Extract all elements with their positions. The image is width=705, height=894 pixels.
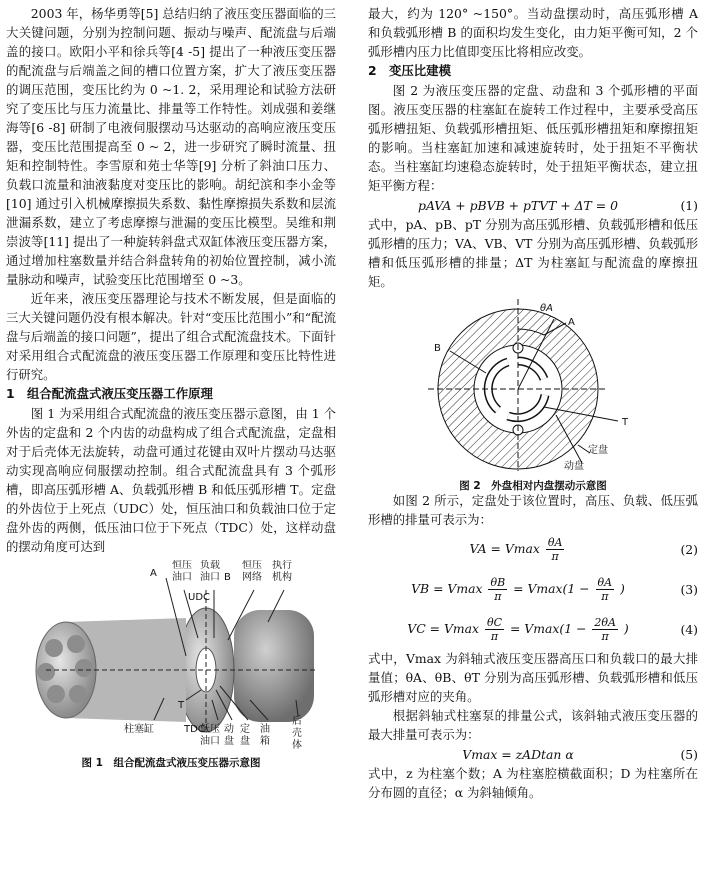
paragraph-eq4-symbols: 式中，Vmax 为斜轴式液压变压器高压口和负载口的最大排量值；θA、θB、θT 分别为高压弧形槽、负载弧形槽和低压弧形槽对应的夹角。 [368,651,698,704]
figure-1-caption: 图 1 组合配流盘式液压变压器示意图 [81,757,261,769]
section-heading-1: 1 组合配流盘式液压变压器工作原理 [6,386,213,401]
fig1-label-network: 网络 [242,572,262,583]
paragraph-displacement-intro: 如图 2 所示，定盘处于该位置时，高压、负载、低压弧形槽的排量可表示为： [368,493,698,527]
equation-4-mid: = Vmax(1 − [509,620,587,636]
paragraph-recent-work: 近年来，液压变压器理论与技术不断发展，但是面临的三大关键问题仍没有根本解决。针对“变压比范围小”和“配流盘与后端盖的接口问题”，提出了组合式配流盘技术。下面针对采用组合式配流盘的液压变压器工作原理和变压比特性进行研究。 [6,291,336,382]
fig1-label-housing-1: 后 [292,716,302,727]
equation-5-number: (5) [680,746,698,762]
equation-2-number: (2) [680,541,698,557]
equation-5-body: Vmax = zADtan α [462,746,574,762]
paragraph-angle-range: 最大，约为 120° ~150°。当动盘摆动时，高压弧形槽 A 和负载弧形槽 B 的面积均发生变化，由力矩平衡可知，2 个弧形槽内压力比值即变压比将相应改变。 [368,6,698,59]
fig1-label-housing-3: 体 [292,740,302,750]
equation-3-tail: ) [620,580,625,596]
fig2-label-t: T [622,417,629,428]
fig1-label-moving-2: 盘 [224,736,234,747]
fig1-label-const-pressure-net: 恒压 [242,560,262,571]
equation-4 [368,609,698,649]
figure-1-diagram [6,560,336,750]
fig1-label-udc: UDC [188,592,211,603]
fig1-label-tdc: TDC [184,724,205,735]
fig1-label-actuator: 执行 [272,560,292,571]
paragraph-intro-history: 2003 年，杨华勇等[5] 总结归纳了液压变压器面临的三大关键问题，分别为控制问题、振动与噪声、配流盘与后端盖的接口。欧阳小平和徐兵等[4 -5] 提出了一种液压变压器的配流盘与后端盖之间的槽口位置方案，扩大了液压变压器的调压范围，变压比约为 0 ~1. 2，采用理论和试验方法研究了变压比与压力流量比、排量等工作特性。刘成强和姜继海等[6 -8] 研制了电液伺服摆动马达驱动的高响应液压变压器，变压比范围提高至 0 ~ 2，进一步研究了瞬时流量、扭矩和控制特性。李雪原和苑士华等[9] 分析了斜油口压力、负载口流量和油液黏度对变压比的影响。胡纪滨和李小金等[10] 通过引入机械摩擦损失系数、黏性摩擦损失系数和层流泄漏系数，建立了考虑摩擦与泄漏的变压比模型。吴维和荆崇波等[11] 提出了一种旋转斜盘式双缸体液压变压器方案，通过增加柱塞数量并结合斜盘转角的初始位置控制，减小流量脉动和噪声，试验变压比范围增至 0 ~3。 [6,6,336,287]
fig2-label-fixed-plate: 定盘 [588,445,608,456]
equation-2-lhs: VA = Vmax [469,540,540,556]
left-column [6,4,336,769]
paragraph-eq1-symbols: 式中，pA、pB、pT 分别为高压弧形槽、负载弧形槽和低压弧形槽的压力；VA、VB、VT 分别为高压弧形槽、负载弧形槽和低压弧形槽的排量；ΔT 为柱塞缸与配流盘的摩擦扭矩。 [368,217,698,289]
fig1-label-b: B [224,572,231,583]
paragraph-eq5-symbols: 式中，z 为柱塞个数；A 为柱塞腔横截面积；D 为柱塞所在分布圆的直径；α 为斜轴倾角。 [368,766,698,800]
equation-2 [368,529,698,569]
fig1-label-port-3: 油口 [200,736,220,747]
fig1-label-tank-2: 箱 [260,736,270,747]
equation-3 [368,569,698,609]
equation-1-number: (1) [680,197,698,213]
section-heading-2: 2 变压比建模 [368,63,451,78]
equation-2-fraction: $\frac{\theta A}{\pi}$ [547,535,563,563]
fig1-label-const-pressure-port: 恒压 [172,560,192,571]
figure-2 [368,295,698,491]
fig1-label-port-2: 油口 [200,572,220,583]
figure-2-diagram [368,295,698,473]
equation-4-fraction-1: $\frac{\theta C}{\pi}$ [486,615,503,643]
fig1-label-fixed-1: 定 [240,724,250,735]
rear-housing-shape [234,610,314,722]
fig1-label-low-pressure: 低压 [200,724,220,735]
equation-1 [368,195,698,215]
paragraph-torque-balance: 图 2 为液压变压器的定盘、动盘和 3 个弧形槽的平面图。液压变压器的柱塞缸在旋转工作过程中，主要承受高压弧形槽扭矩、负载弧形槽扭矩、低压弧形槽扭矩和摩擦扭矩的影响。当柱塞缸加速和减速旋转时，处于扭矩不平衡状态。当柱塞缸均速稳态旋转时，处于扭矩平衡状态，建立扭矩平衡方程： [368,83,698,193]
fig2-label-b: B [434,343,441,354]
equation-4-tail: ) [623,620,629,636]
paragraph-working-principle: 图 1 为采用组合式配流盘的液压变压器示意图，由 1 个外齿的定盘和 2 个内齿的动盘构成了组合式配流盘，定盘相对于后壳体无法旋转，动盘可通过花键由双叶片摆动马达驱动实现高响应伺服摆动控制。组合式配流盘具有 3 个弧形槽，即高压弧形槽 A、负载弧形槽 B 和低压弧形槽 T。定盘的外齿位于上死点（UDC）处，恒压油口和负载油口位于定盘外齿的两侧，低压油口位于下死点（TDC）处，这样动盘的摆动角度可达到 [6,406,336,554]
paragraph-max-displacement: 根据斜轴式柱塞泵的排量公式，该斜轴式液压变压器的最大排量可表示为： [368,708,698,742]
equation-3-number: (3) [680,581,698,597]
fig1-label-load-port: 负载 [200,560,220,571]
equation-3-fraction-1: $\frac{\theta B}{\pi}$ [490,575,506,603]
equation-3-fraction-2: $\frac{\theta A}{\pi}$ [597,575,613,603]
fig1-label-port-1: 油口 [172,572,192,583]
equation-3-mid: = Vmax(1 − [513,580,590,596]
equation-1-body: pAVA + pBVB + pTVT + ΔT = 0 [418,197,618,213]
equation-5 [368,744,698,764]
fig1-label-housing-2: 壳 [292,728,302,739]
fig1-label-tank-1: 油 [260,724,270,735]
fig2-label-theta-a: θA [540,303,553,314]
fig2-label-a: A [568,317,575,328]
equation-3-lhs: VB = Vmax [411,580,483,596]
figure-1 [6,560,336,769]
fig1-label-piston-cylinder: 柱塞缸 [124,724,154,735]
right-column [368,4,698,802]
fig1-label-t: T [178,700,185,711]
fig1-label-a: A [150,568,157,579]
fig1-label-moving-1: 动 [224,724,234,735]
equation-4-number: (4) [680,621,698,637]
equation-4-lhs: VC = Vmax [407,620,480,636]
equation-4-fraction-2: $\frac{2\theta A}{\pi}$ [594,615,616,643]
figure-2-caption: 图 2 外盘相对内盘摆动示意图 [459,480,607,492]
fig1-label-fixed-2: 盘 [240,736,250,747]
fig1-label-mechanism: 机构 [272,572,292,583]
fig2-label-moving-plate: 动盘 [564,461,584,472]
